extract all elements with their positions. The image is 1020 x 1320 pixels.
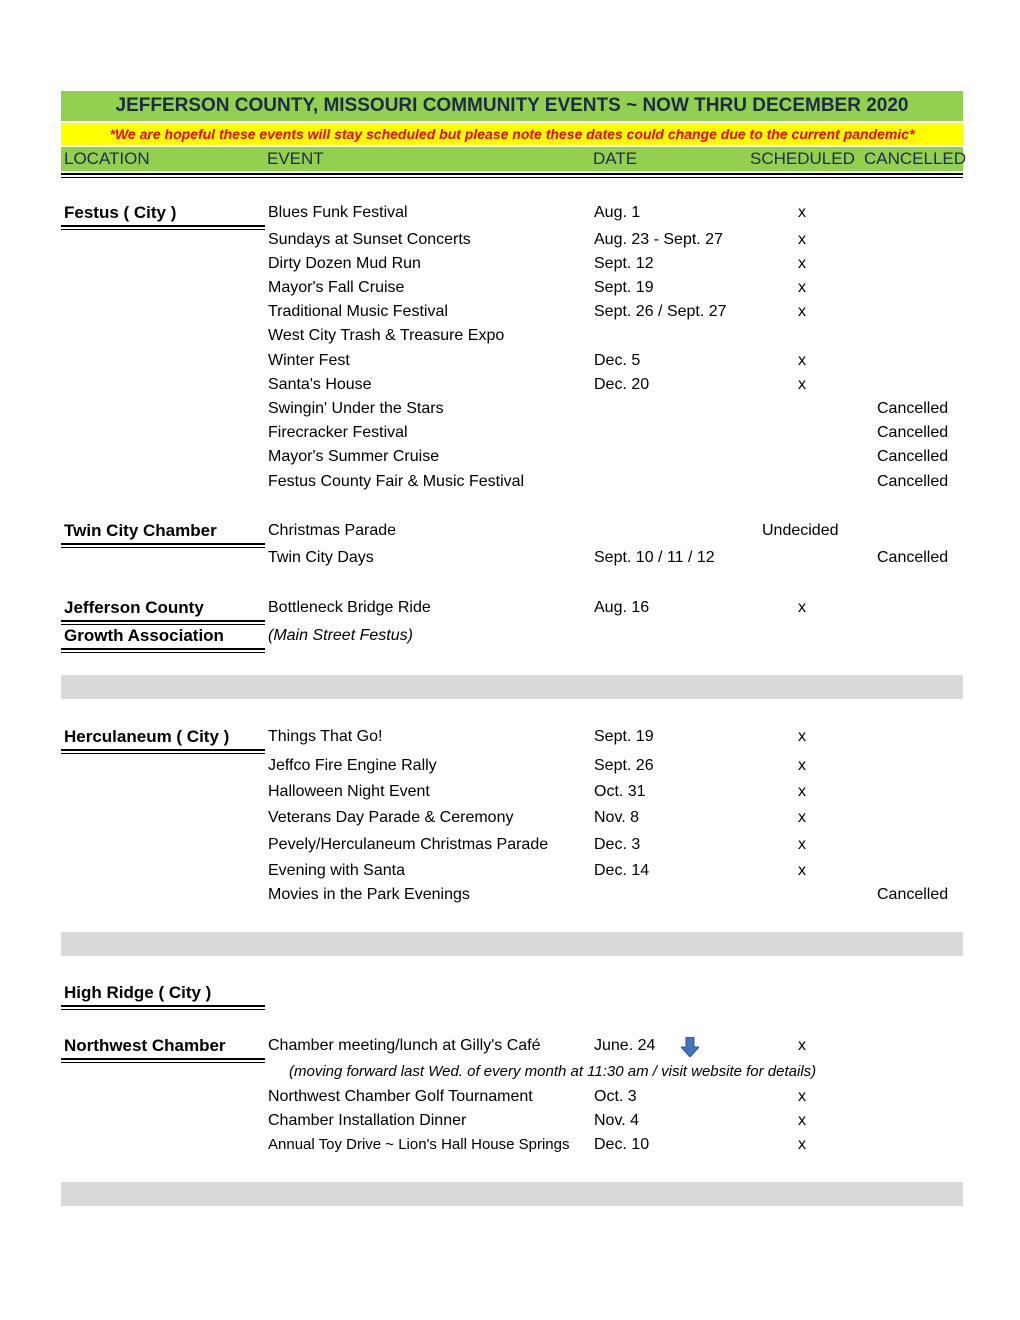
event-name: Swingin' Under the Stars [268,400,444,417]
event-name: Mayor's Fall Cruise [268,279,405,296]
event-name: Traditional Music Festival [268,303,448,320]
header-event: EVENT [267,149,324,168]
scheduled-mark: x [798,757,806,774]
event-name: Jeffco Fire Engine Rally [268,757,437,774]
event-date: Dec. 5 [594,352,641,369]
page-title: JEFFERSON COUNTY, MISSOURI COMMUNITY EVENTS ~ NOW THRU DECEMBER 2020 [61,91,963,121]
event-name: Pevely/Herculaneum Christmas Parade [268,836,549,853]
scheduled-mark: x [798,1037,806,1054]
event-name: Santa's House [268,376,372,393]
event-date: Sept. 12 [594,255,654,272]
scheduled-mark: x [798,783,806,800]
event-name: Dirty Dozen Mud Run [268,255,421,272]
event-name: Sundays at Sunset Concerts [268,231,471,248]
event-name: Twin City Days [268,549,374,566]
event-date: Sept. 26 [594,757,654,774]
pandemic-notice: *We are hopeful these events will stay scheduled but please note these dates could change due to the current pandemic* [61,123,963,145]
scheduled-mark: x [798,279,806,296]
event-date: Sept. 10 / 11 / 12 [594,549,715,566]
location-label: Jefferson County [64,598,204,617]
event-date: Dec. 3 [594,836,641,853]
scheduled-mark: x [798,1136,806,1153]
scheduled-mark: x [798,599,806,616]
event-name: Firecracker Festival [268,424,408,441]
event-date: Nov. 8 [594,809,640,826]
event-date: Dec. 20 [594,376,650,393]
cancelled-mark: Cancelled [877,473,949,490]
header-location: LOCATION [64,149,150,168]
cancelled-mark: Cancelled [877,549,949,566]
event-date: Aug. 1 [594,204,641,221]
event-name: Things That Go! [268,728,383,745]
event-date: Dec. 10 [594,1136,650,1153]
event-name: Annual Toy Drive ~ Lion's Hall House Springs [268,1136,570,1153]
section-divider [61,932,963,956]
event-date: Oct. 3 [594,1088,637,1105]
event-name: Festus County Fair & Music Festival [268,473,525,490]
scheduled-mark: x [798,231,806,248]
location-label: Growth Association [64,626,224,645]
cancelled-mark: Cancelled [877,448,949,465]
location-underline [61,1058,265,1063]
scheduled-mark: x [798,862,806,879]
scheduled-mark: x [798,809,806,826]
event-name: Chamber meeting/lunch at Gilly's Café [268,1037,541,1054]
event-name: Movies in the Park Evenings [268,886,470,903]
event-name: Blues Funk Festival [268,204,408,221]
header-underline [61,173,963,178]
cancelled-mark: Cancelled [877,424,949,441]
event-date: Oct. 31 [594,783,646,800]
cancelled-mark: Cancelled [877,886,949,903]
scheduled-mark: x [798,1112,806,1129]
event-name: West City Trash & Treasure Expo [268,327,505,344]
event-name: Halloween Night Event [268,783,430,800]
location-underline [61,225,265,230]
event-name: Mayor's Summer Cruise [268,448,440,465]
event-name: Christmas Parade [268,522,397,539]
header-cancelled: CANCELLED [864,149,967,168]
location-label: Festus ( City ) [64,203,177,222]
location-label: High Ridge ( City ) [64,983,212,1002]
location-underline [61,648,265,653]
column-header-row [61,147,967,171]
event-name: Evening with Santa [268,862,405,879]
location-underline [61,620,265,625]
scheduled-mark: x [798,836,806,853]
event-name: Bottleneck Bridge Ride [268,599,431,616]
event-date: Nov. 4 [594,1112,640,1129]
location-label: Northwest Chamber [64,1036,226,1055]
event-date: Dec. 14 [594,862,650,879]
location-underline [61,1005,265,1010]
event-date: Sept. 19 [594,279,654,296]
event-date: Sept. 19 [594,728,654,745]
section-divider [61,675,963,699]
event-name: Veterans Day Parade & Ceremony [268,809,514,826]
location-label: Twin City Chamber [64,521,217,540]
scheduled-mark: x [798,204,806,221]
event-name: Winter Fest [268,352,350,369]
scheduled-mark: x [798,255,806,272]
location-underline [61,543,265,548]
event-date: Aug. 16 [594,599,650,616]
event-name: Northwest Chamber Golf Tournament [268,1088,533,1105]
arrow-down-icon [681,1037,699,1057]
location-label: Herculaneum ( City ) [64,727,230,746]
scheduled-mark: x [798,376,806,393]
event-date: Sept. 26 / Sept. 27 [594,303,727,320]
header-date: DATE [593,149,638,168]
event-name: Chamber Installation Dinner [268,1112,467,1129]
location-underline [61,749,265,754]
header-scheduled: SCHEDULED [750,149,855,168]
event-date: Aug. 23 - Sept. 27 [594,231,723,248]
northwest-note: (moving forward last Wed. of every month at 11:30 am / visit website for details) [289,1063,817,1080]
scheduled-mark: x [798,303,806,320]
scheduled-mark: x [798,1088,806,1105]
scheduled-mark: x [798,352,806,369]
event-date: June. 24 [594,1037,656,1054]
scheduled-mark: x [798,728,806,745]
scheduled-mark: Undecided [762,522,839,539]
cancelled-mark: Cancelled [877,400,949,417]
section-divider [61,1182,963,1206]
event-name: (Main Street Festus) [268,627,413,644]
